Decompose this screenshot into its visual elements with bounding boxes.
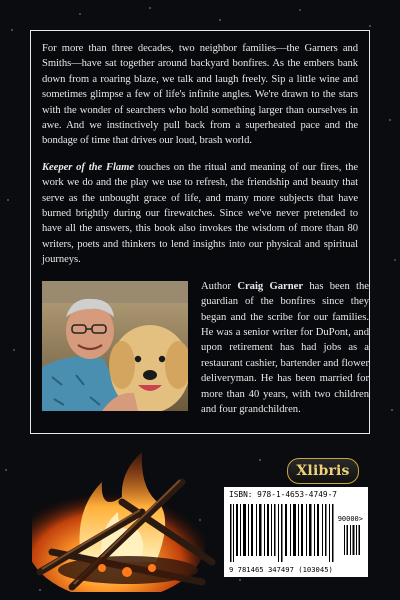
author-name: Craig Garner	[237, 280, 304, 292]
publisher-name: Xlibris	[296, 463, 350, 479]
description-paragraph-2	[42, 160, 358, 268]
barcode	[230, 504, 334, 562]
author-bio-prefix: Author	[201, 280, 238, 292]
description-paragraph-2-text: touches on the ritual and meaning of our fires, the work we do and the play we use to refresh, the friendship and beauty that serve as the unbought grace of life, and many more subjects that have burned brightly during our firewatches. Since we've never pretended to have all the answers, this book also invokes the wisdom of more than 80 writers, poets and thinkers to lend insights into our physical and spiritual journeys.	[42, 161, 358, 266]
back-cover-text-panel	[30, 30, 370, 434]
isbn-label: ISBN: 978-1-4653-4749-7	[229, 490, 337, 499]
addon-barcode	[344, 525, 362, 555]
description-paragraph-1: For more than three decades, two neighbor families—the Garners and Smiths—have sat together around backyard bonfires. As the embers bank down from a roaring blaze, we talk and laugh freely. Sip a little wine and sometimes glimpse a few of life's infinite angles. We're drawn to the stars with the wonder of searchers who hold something larger than ourselves in awe. And we instinctively pull back from a superheated pace and the bondage of time that drives our loud, brash world.	[42, 43, 358, 147]
author-photo	[42, 281, 188, 411]
price-code: 90000>	[337, 515, 363, 523]
isbn-barcode-box	[224, 487, 368, 577]
author-section	[42, 279, 369, 439]
author-bio	[201, 279, 369, 418]
barcode-number: 9 781465 347497 (103045)	[229, 565, 333, 574]
book-title: Keeper of the Flame	[42, 161, 135, 173]
author-bio-text: has been the guardian of the bonfires since they began and the scribe for our families. He was a senior writer for DuPont, and upon retirement has had jobs as a restaurant cashier, bartender and flower deliveryman. He has been married for more than 40 years, with two children and four grandchildren.	[201, 280, 369, 415]
publisher-logo	[287, 458, 359, 484]
bonfire-illustration	[32, 442, 222, 592]
